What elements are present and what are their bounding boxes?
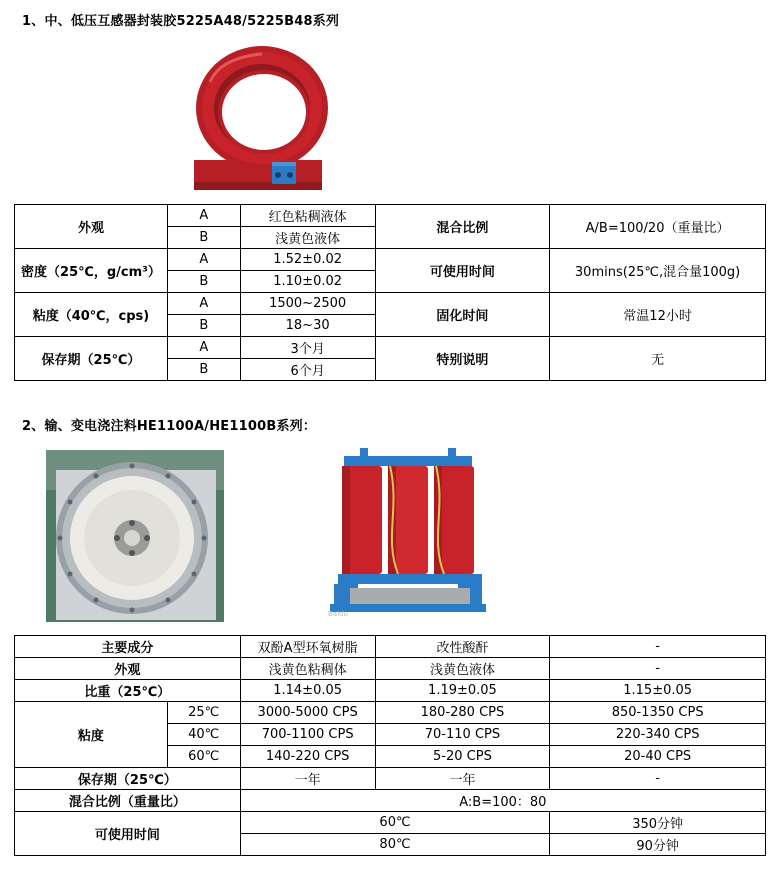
part-a: A: [167, 205, 240, 227]
appearance-label: 外观: [15, 205, 168, 249]
mix-ratio-label: 混合比例（重量比）: [15, 790, 241, 812]
part-a: A: [167, 337, 240, 359]
special-note-label: 特别说明: [375, 337, 550, 381]
viscosity-c: 850-1350 CPS: [550, 702, 766, 724]
pot-life-time: 350分钟: [550, 812, 766, 834]
shelf-life-b: 6个月: [240, 359, 375, 381]
dry-type-transformer-photo: [330, 448, 486, 624]
pot-life-time: 90分钟: [550, 834, 766, 856]
viscosity-a: 3000-5000 CPS: [240, 702, 375, 724]
part-a: A: [167, 249, 240, 271]
viscosity-temp: 25℃: [167, 702, 240, 724]
shelf-life-label: 保存期（25℃）: [15, 768, 241, 790]
density-b: 1.10±0.02: [240, 271, 375, 293]
density-a: 1.52±0.02: [240, 249, 375, 271]
part-b: B: [167, 315, 240, 337]
pot-life-temp: 60℃: [240, 812, 550, 834]
mix-ratio-label: 混合比例: [375, 205, 550, 249]
viscosity-temp: 40℃: [167, 724, 240, 746]
current-transformer-photo: [190, 42, 340, 192]
pot-life-label: 可使用时间: [15, 812, 241, 856]
spec-table-1: [14, 204, 766, 381]
viscosity-c: 220-340 CPS: [550, 724, 766, 746]
appearance-a: 红色粘稠液体: [240, 205, 375, 227]
section1-title: 1、中、低压互感器封装胶5225A48/5225B48系列: [22, 14, 340, 29]
specific-gravity-label: 比重（25℃）: [15, 680, 241, 702]
main-component-label: 主要成分: [15, 636, 241, 658]
cast-insulator-disc-photo: [46, 450, 224, 622]
specific-gravity-c: 1.15±0.05: [550, 680, 766, 702]
shelf-life-a: 一年: [240, 768, 375, 790]
part-b: B: [167, 227, 240, 249]
part-a: A: [167, 293, 240, 315]
section2-title: 2、输、变电浇注料HE1100A/HE1100B系列：: [22, 419, 317, 434]
viscosity-b: 70-110 CPS: [375, 724, 550, 746]
appearance-b: 浅黄色液体: [240, 227, 375, 249]
specific-gravity-a: 1.14±0.05: [240, 680, 375, 702]
shelf-life-c: -: [550, 768, 766, 790]
viscosity-label: 粘度: [15, 702, 168, 768]
viscosity-a: 1500~2500: [240, 293, 375, 315]
pot-life-value: 30mins(25℃,混合量100g): [550, 249, 766, 293]
appearance-a: 浅黄色粘稠体: [240, 658, 375, 680]
cure-time-label: 固化时间: [375, 293, 550, 337]
viscosity-c: 20-40 CPS: [550, 746, 766, 768]
appearance-b: 浅黄色液体: [375, 658, 550, 680]
main-component-a: 双酚A型环氧树脂: [240, 636, 375, 658]
shelf-life-b: 一年: [375, 768, 550, 790]
viscosity-b: 180-280 CPS: [375, 702, 550, 724]
shelf-life-label: 保存期（25℃）: [15, 337, 168, 381]
appearance-c: -: [550, 658, 766, 680]
viscosity-temp: 60℃: [167, 746, 240, 768]
viscosity-a: 700-1100 CPS: [240, 724, 375, 746]
mix-ratio-value: A/B=100/20（重量比）: [550, 205, 766, 249]
main-component-c: -: [550, 636, 766, 658]
watermark: Baidu: [328, 610, 348, 618]
viscosity-b: 18~30: [240, 315, 375, 337]
viscosity-b: 5-20 CPS: [375, 746, 550, 768]
viscosity-a: 140-220 CPS: [240, 746, 375, 768]
appearance-label: 外观: [15, 658, 241, 680]
specific-gravity-b: 1.19±0.05: [375, 680, 550, 702]
pot-life-temp: 80℃: [240, 834, 550, 856]
spec-table-2: [14, 635, 766, 856]
cure-time-value: 常温12小时: [550, 293, 766, 337]
shelf-life-a: 3个月: [240, 337, 375, 359]
density-label: 密度（25℃，g/cm³）: [15, 249, 168, 293]
part-b: B: [167, 271, 240, 293]
mix-ratio-value: A:B=100：80: [240, 790, 765, 812]
special-note-value: 无: [550, 337, 766, 381]
part-b: B: [167, 359, 240, 381]
viscosity-label: 粘度（40℃，cps): [15, 293, 168, 337]
main-component-b: 改性酸酐: [375, 636, 550, 658]
pot-life-label: 可使用时间: [375, 249, 550, 293]
